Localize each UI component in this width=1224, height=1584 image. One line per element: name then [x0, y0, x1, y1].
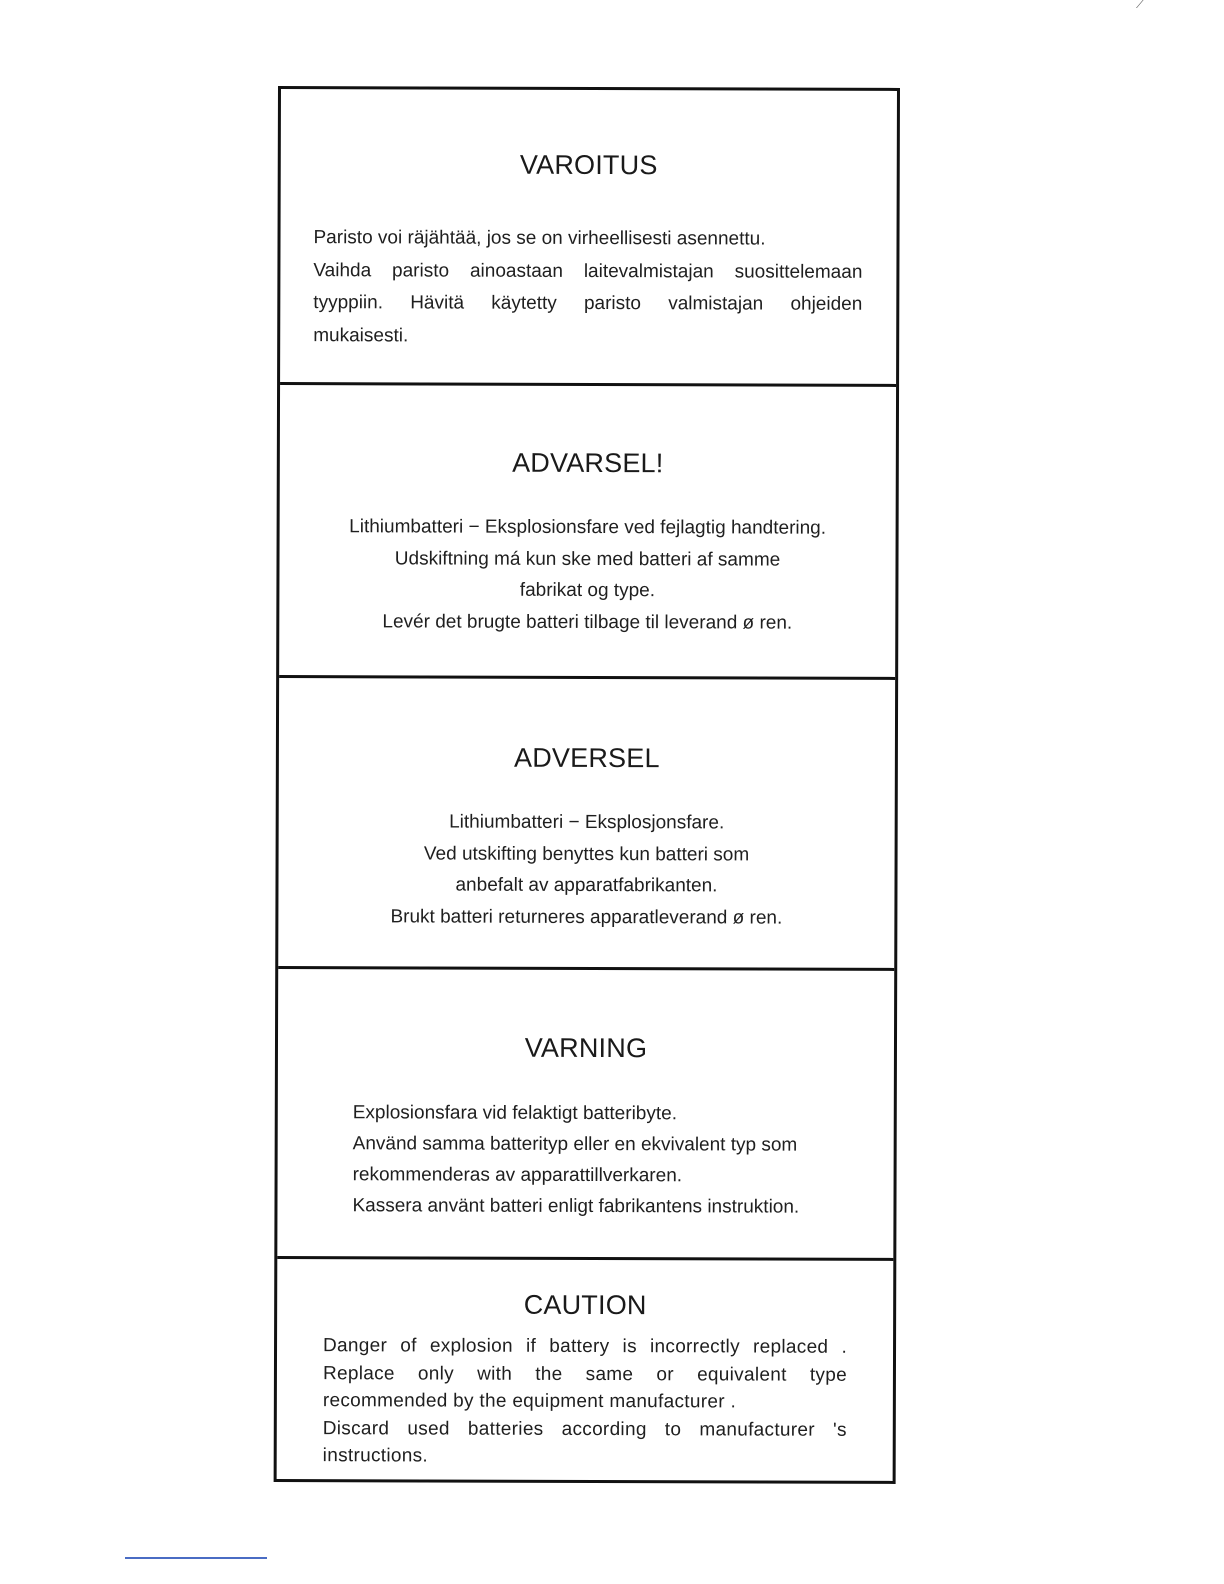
section-body-danish [279, 511, 895, 639]
section-title-advarsel: ADVARSEL! [512, 447, 664, 479]
swedish-warning-section [277, 966, 894, 1258]
body-line: Discard used batteries according to manufacturer 's [322, 1417, 847, 1441]
finnish-warning-section [280, 89, 897, 384]
body-line: Vaihda paristo ainoastaan laitevalmistajan suosittelemaan [313, 259, 863, 283]
section-body-swedish [352, 1097, 863, 1223]
body-line: rekommenderas av apparattillverkaren. [352, 1164, 683, 1187]
body-line: Lithiumbatteri − Eksplosjonsfare. [449, 811, 725, 834]
body-line: Explosionsfara vid felaktigt batteribyte. [352, 1102, 678, 1125]
norwegian-warning-section [278, 675, 895, 968]
body-line: instructions. [322, 1445, 429, 1467]
body-line: Ved utskifting benyttes kun batteri som [423, 842, 750, 865]
scan-corner-mark: ⟋ [1136, 0, 1145, 11]
body-line: recommended by the equipment manufacturer . [322, 1390, 737, 1413]
section-title-caution: CAUTION [523, 1289, 647, 1321]
body-line: fabrikat og type. [519, 579, 656, 602]
body-line: Kassera använt batteri enligt fabrikantens instruktion. [352, 1195, 800, 1218]
body-line: Brukt batteri returneres apparatleverand ø ren. [390, 905, 783, 929]
section-body-english [323, 1332, 847, 1471]
body-line: Paristo voi räjähtää, jos se on virheellisesti asennettu. [313, 227, 766, 250]
body-line: Lithiumbatteri − Eksplosionsfare ved fejlagtig handtering. [349, 516, 827, 539]
body-line: tyyppiin. Hävitä käytetty paristo valmistajan ohjeiden [313, 292, 863, 315]
body-line: Använd samma batterityp eller en ekvivalent typ som [352, 1133, 798, 1156]
scan-underline-mark [125, 1557, 267, 1559]
body-line: Udskiftning má kun ske med batteri af samme [394, 547, 781, 571]
body-line: anbefalt av apparatfabrikanten. [455, 874, 718, 897]
body-line: Replace only with the same or equivalent type [322, 1362, 847, 1386]
danish-warning-section [279, 382, 896, 677]
section-title-adversel: ADVERSEL [513, 742, 660, 774]
section-title-varning: VARNING [524, 1032, 648, 1064]
section-body-norwegian [278, 806, 894, 934]
body-line: mukaisesti. [313, 324, 409, 346]
body-line: Levér det brugte batteri tilbage til leverand ø ren. [382, 610, 793, 634]
section-body-finnish [313, 222, 862, 354]
warning-label-frame [274, 86, 900, 1484]
english-caution-section [277, 1256, 894, 1484]
section-title-varoitus: VAROITUS [519, 149, 658, 181]
body-line: Danger of explosion if battery is incorrectly replaced . [323, 1335, 848, 1358]
